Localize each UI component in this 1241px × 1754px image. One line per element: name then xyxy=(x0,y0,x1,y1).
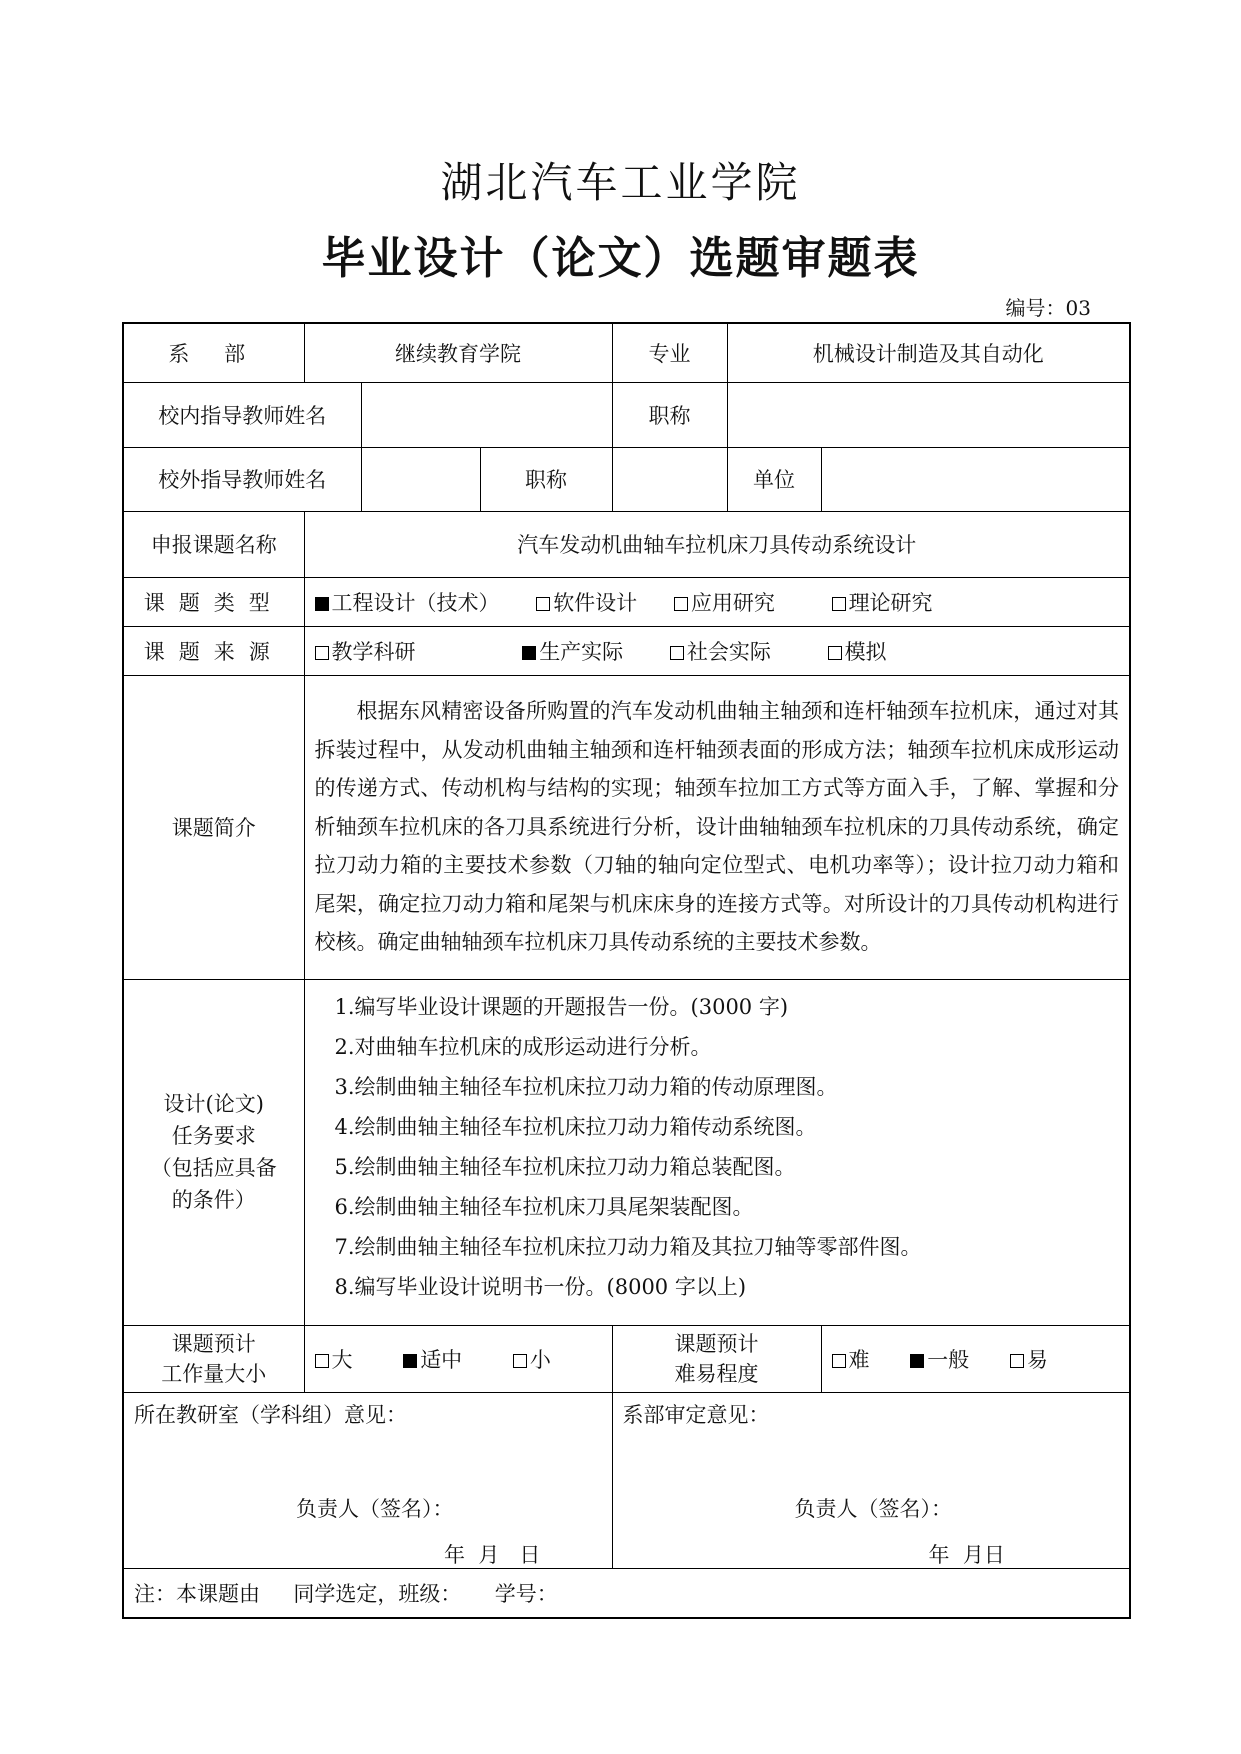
checkbox-checked-icon[interactable] xyxy=(315,597,329,611)
source-label: 课题来源 xyxy=(123,626,304,675)
task-label-line: 设计(论文) xyxy=(163,1092,264,1116)
source-option-teaching[interactable] xyxy=(315,636,416,666)
option-label: 生产实际 xyxy=(539,639,624,664)
option-label: 社会实际 xyxy=(686,639,771,664)
workload-option-small[interactable] xyxy=(513,1344,551,1374)
checkbox-icon[interactable] xyxy=(1010,1354,1024,1368)
checkbox-icon[interactable] xyxy=(513,1354,527,1368)
option-label: 一般 xyxy=(927,1347,970,1372)
option-label: 应用研究 xyxy=(690,590,775,615)
checkbox-icon[interactable] xyxy=(832,597,846,611)
task-label-line: （包括应具备 xyxy=(150,1156,277,1180)
source-option-production[interactable] xyxy=(522,636,623,666)
unit-label: 单位 xyxy=(727,447,821,511)
topic-value[interactable]: 汽车发动机曲轴车拉机床刀具传动系统设计 xyxy=(304,511,1130,577)
option-label: 小 xyxy=(529,1347,551,1372)
source-option-social[interactable] xyxy=(670,636,771,666)
internal-title-label: 职称 xyxy=(612,382,727,447)
school-name: 湖北汽车工业学院 xyxy=(440,158,801,207)
row-opinions xyxy=(123,1392,1130,1568)
task-list[interactable] xyxy=(304,979,1130,1325)
row-tasks xyxy=(123,979,1130,1325)
difficulty-option-easy[interactable] xyxy=(1010,1344,1048,1374)
difficulty-option-hard[interactable] xyxy=(832,1344,870,1374)
checkbox-checked-icon[interactable] xyxy=(910,1354,924,1368)
checkbox-checked-icon[interactable] xyxy=(403,1354,417,1368)
option-label: 理论研究 xyxy=(848,590,933,615)
difficulty-label-line: 难易程度 xyxy=(674,1361,759,1386)
source-options xyxy=(304,626,1130,675)
unit-field[interactable] xyxy=(821,447,1130,511)
intro-label: 课题简介 xyxy=(123,675,304,979)
type-option-software[interactable] xyxy=(536,587,637,617)
intro-text[interactable]: 根据东风精密设备所购置的汽车发动机曲轴主轴颈和连杆轴颈车拉机床，通过对其拆装过程中，从发动机曲轴主轴颈和连杆轴颈表面的形成方法；轴颈车拉机床成形运动的传递方式、传动机构与结构的实现；轴颈车拉加工方式等方面入手，了解、掌握和分析轴颈车拉机床的各刀具系统进行分析，设计曲轴轴颈车拉机床的刀具传动系统，确定拉刀动力箱的主要技术参数（刀轴的轴向定位型式、电机功率等）；设计拉刀动力箱和尾架，确定拉刀动力箱和尾架与机床床身的连接方式等。对所设计的刀具传动机构进行校核。确定曲轴轴颈车拉机床刀具传动系统的主要技术参数。 xyxy=(304,675,1130,979)
checkbox-icon[interactable] xyxy=(315,1354,329,1368)
option-label: 大 xyxy=(331,1347,353,1372)
row-topic xyxy=(123,511,1130,577)
internal-title-field[interactable] xyxy=(727,382,1130,447)
major-value[interactable]: 机械设计制造及其自动化 xyxy=(727,323,1130,382)
task-item: 4.绘制曲轴主轴径车拉机床拉刀动力箱传动系统图。 xyxy=(334,1115,817,1139)
row-internal-teacher xyxy=(123,382,1130,447)
checkbox-icon[interactable] xyxy=(536,597,550,611)
dept-date-label: 年 月日 xyxy=(928,1542,1005,1567)
option-label: 难 xyxy=(848,1347,870,1372)
task-label xyxy=(123,979,304,1325)
topic-label: 申报课题名称 xyxy=(123,511,304,577)
difficulty-label-line: 课题预计 xyxy=(674,1331,759,1356)
row-department xyxy=(123,323,1130,382)
dept-opinion-label: 系部审定意见： xyxy=(622,1402,770,1427)
checkbox-icon[interactable] xyxy=(828,646,842,660)
row-topic-type xyxy=(123,577,1130,626)
task-label-line: 的条件） xyxy=(171,1188,256,1212)
row-note xyxy=(123,1568,1130,1618)
option-label: 适中 xyxy=(420,1347,463,1372)
dept-signature-label: 负责人（签名）： xyxy=(794,1496,952,1521)
office-signature-label: 负责人（签名）： xyxy=(296,1496,454,1521)
review-form-table xyxy=(122,322,1131,1619)
checkbox-icon[interactable] xyxy=(674,597,688,611)
external-teacher-field[interactable] xyxy=(361,447,480,511)
serial-number: 编号：03 xyxy=(1005,296,1091,320)
workload-options xyxy=(304,1325,612,1392)
difficulty-options xyxy=(821,1325,1130,1392)
dept-label: 系 部 xyxy=(123,323,304,382)
task-item: 6.绘制曲轴主轴径车拉机床刀具尾架装配图。 xyxy=(334,1195,754,1219)
option-label: 模拟 xyxy=(844,639,887,664)
option-label: 易 xyxy=(1026,1347,1048,1372)
type-option-applied[interactable] xyxy=(674,587,775,617)
major-label: 专业 xyxy=(612,323,727,382)
checkbox-icon[interactable] xyxy=(315,646,329,660)
type-option-theory[interactable] xyxy=(832,587,933,617)
row-external-teacher xyxy=(123,447,1130,511)
office-opinion-label: 所在教研室（学科组）意见： xyxy=(134,1402,407,1427)
type-option-engineering[interactable] xyxy=(315,587,500,617)
type-options xyxy=(304,577,1130,626)
external-teacher-label: 校外指导教师姓名 xyxy=(123,447,361,511)
workload-label xyxy=(123,1325,304,1392)
external-title-field[interactable] xyxy=(612,447,727,511)
dept-opinion-box[interactable] xyxy=(612,1392,1130,1568)
source-option-simulation[interactable] xyxy=(828,636,887,666)
difficulty-option-normal[interactable] xyxy=(910,1344,969,1374)
option-label: 软件设计 xyxy=(553,590,638,615)
type-label: 课题类型 xyxy=(123,577,304,626)
external-title-label: 职称 xyxy=(480,447,612,511)
row-intro xyxy=(123,675,1130,979)
checkbox-checked-icon[interactable] xyxy=(522,646,536,660)
row-workload-difficulty xyxy=(123,1325,1130,1392)
workload-option-large[interactable] xyxy=(315,1344,353,1374)
checkbox-icon[interactable] xyxy=(832,1354,846,1368)
workload-label-line: 课题预计 xyxy=(171,1331,256,1356)
option-label: 工程设计（技术） xyxy=(331,590,500,615)
checkbox-icon[interactable] xyxy=(670,646,684,660)
task-item: 8.编写毕业设计说明书一份。(8000 字以上) xyxy=(334,1275,747,1299)
workload-label-line: 工作量大小 xyxy=(161,1361,267,1386)
workload-option-medium[interactable] xyxy=(403,1344,462,1374)
internal-teacher-field[interactable] xyxy=(361,382,612,447)
task-item: 3.绘制曲轴主轴径车拉机床拉刀动力箱的传动原理图。 xyxy=(334,1075,838,1099)
row-topic-source xyxy=(123,626,1130,675)
task-item: 7.绘制曲轴主轴径车拉机床拉刀动力箱及其拉刀轴等零部件图。 xyxy=(334,1235,922,1259)
difficulty-label xyxy=(612,1325,821,1392)
internal-teacher-label: 校内指导教师姓名 xyxy=(123,382,361,447)
dept-value[interactable]: 继续教育学院 xyxy=(304,323,612,382)
task-item: 1.编写毕业设计课题的开题报告一份。(3000 字) xyxy=(334,995,789,1019)
form-title: 毕业设计（论文）选题审题表 xyxy=(321,233,920,284)
office-opinion-box[interactable] xyxy=(123,1392,612,1568)
task-label-line: 任务要求 xyxy=(171,1124,256,1148)
option-label: 教学科研 xyxy=(331,639,416,664)
task-item: 5.绘制曲轴主轴径车拉机床拉刀动力箱总装配图。 xyxy=(334,1155,796,1179)
task-item: 2.对曲轴车拉机床的成形运动进行分析。 xyxy=(334,1035,712,1059)
office-date-label: 年 月 日 xyxy=(444,1542,541,1567)
note-text[interactable]: 注：本课题由 同学选定，班级： 学号： xyxy=(123,1568,1130,1618)
